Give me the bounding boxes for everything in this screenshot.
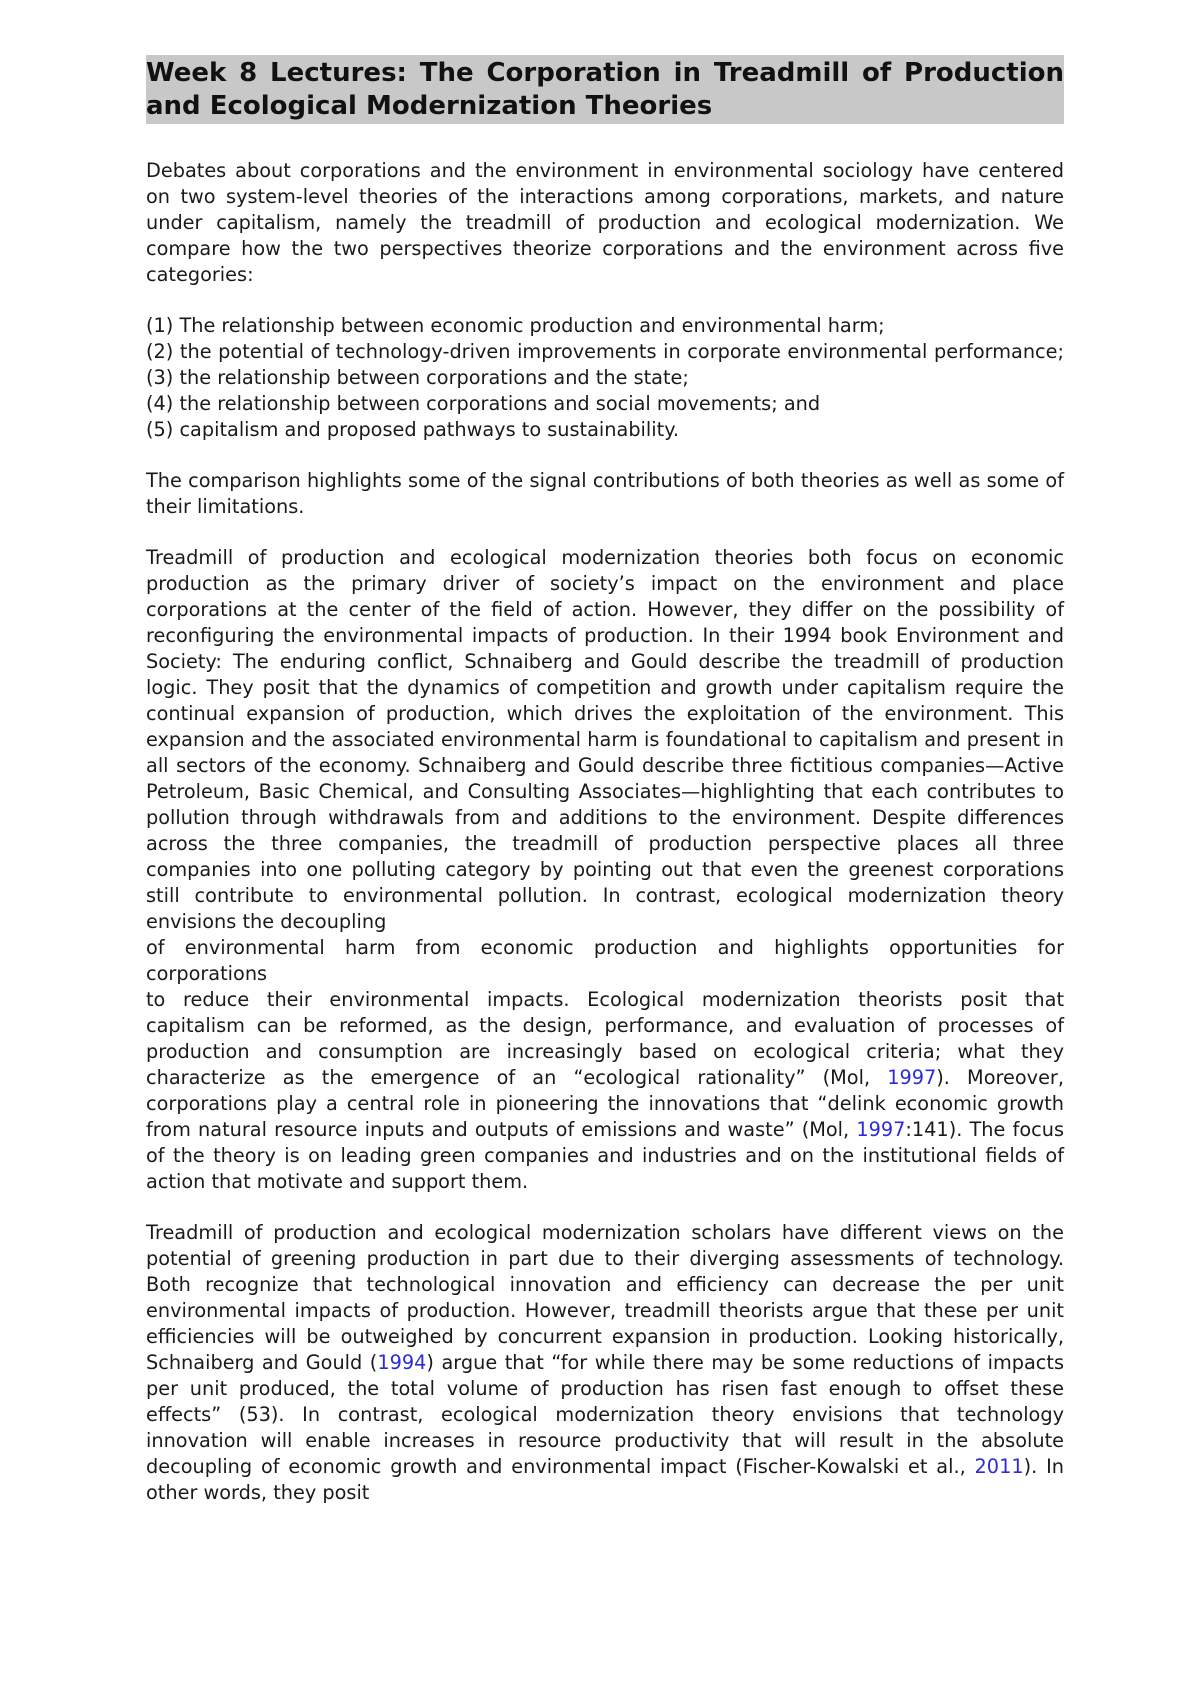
citation-link-mol-1997-141[interactable]: 1997 <box>856 1118 906 1141</box>
theory-paragraph-part-e: :141). The focus of the theory is on leading green companies and industries and on the institutional fields of action that motivate and support them. <box>146 1118 1064 1193</box>
document-title: Week 8 Lectures: The Corporation in Treadmill of Production and Ecological Modernization Theories <box>146 55 1064 124</box>
theory-paragraph-part-a: Treadmill of production and ecological modernization theories both focus on economic production as the primary driver of society’s impact on the environment and place corporations at the center of the field of action. However, they differ on the possibility of reconfiguring the environmental impacts of production. In their 1994 book Environment and Society: The enduring conflict, Schnaiberg and Gould describe the treadmill of production logic. They posit that the dynamics of competition and growth under capitalism require the continual expansion of production, which drives the exploitation of the environment. This expansion and the associated environmental harm is foundational to capitalism and present in all sectors of the economy. Schnaiberg and Gould describe three fictitious companies—Active Petroleum, Basic Chemical, and Consulting Associates—highlighting that each contributes to pollution through withdrawals from and additions to the environment. Despite differences across the three companies, the treadmill of production perspective places all three companies into one polluting category by pointing out that even the greenest corporations still contribute to environmental pollution. In contrast, ecological modernization theory envisions the decoupling <box>146 546 1064 933</box>
citation-link-mol-1997[interactable]: 1997 <box>887 1066 937 1089</box>
citation-link-fischer-kowalski-2011[interactable]: 2011 <box>974 1455 1024 1478</box>
category-4: (4) the relationship between corporations and social movements; and <box>146 392 821 415</box>
comparison-paragraph: The comparison highlights some of the signal contributions of both theories as well as some of their limitations. <box>146 469 1064 518</box>
citation-link-schnaiberg-1994[interactable]: 1994 <box>377 1351 427 1374</box>
technology-paragraph-part-a: Treadmill of production and ecological modernization scholars have different views on the potential of greening production in part due to their diverging assessments of technology. Both recognize that technological innovation and efficiency can decrease the per unit environmental impacts of production. However, treadmill theorists argue that these per unit efficiencies will be outweighed by concurrent expansion in production. Looking historically, Schnaiberg and Gould ( <box>146 1221 1064 1374</box>
intro-paragraph: Debates about corporations and the environment in environmental sociology have centered on two system-level theories of the interactions among corporations, markets, and nature under capitalism, namely the treadmill of production and ecological modernization. We compare how the two perspectives theorize corporations and the environment across five categories: <box>146 159 1064 286</box>
category-2-3: (2) the potential of technology-driven improvements in corporate environmental performance; (3) the relationship between corporations and the state; <box>146 340 1064 389</box>
document-page <box>146 55 1064 1531</box>
category-1: (1) The relationship between economic production and environmental harm; <box>146 314 885 337</box>
categories-list <box>146 313 1064 443</box>
theory-paragraph-part-c: to reduce their environmental impacts. Ecological modernization theorists posit that capitalism can be reformed, as the design, performance, and evaluation of processes of production and consumption are increasingly based on ecological criteria; what they characterize as the emergence of an “ecological rationality” (Mol, <box>146 988 1064 1089</box>
technology-paragraph-part-b: ) argue that “for while there may be some reductions of impacts per unit produced, the total volume of production has risen fast enough to offset these effects” (53). In contrast, ecological modernization theory envisions that technology innovation will enable increases in resource productivity that will result in the absolute decoupling of economic growth and environmental impact (Fischer-Kowalski et al., <box>146 1351 1064 1478</box>
category-5: (5) capitalism and proposed pathways to sustainability. <box>146 418 679 441</box>
technology-paragraph-part-c: ). In other words, they posit <box>146 1455 1064 1504</box>
technology-paragraph <box>146 1220 1064 1506</box>
theory-paragraph-part-b: of environmental harm from economic production and highlights opportunities for corporations <box>146 936 1064 985</box>
theory-paragraph-part-d: ). Moreover, corporations play a central role in pioneering the innovations that “delink economic growth from natural resource inputs and outputs of emissions and waste” (Mol, <box>146 1066 1064 1141</box>
theory-paragraph <box>146 545 1064 1195</box>
